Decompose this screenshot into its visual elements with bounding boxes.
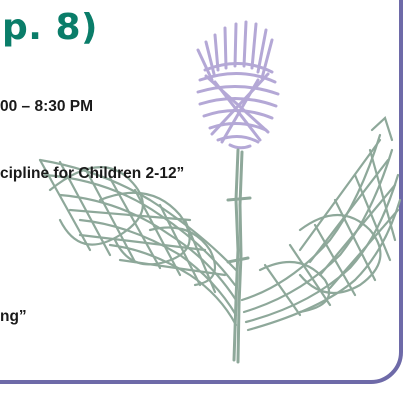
stem [228, 150, 250, 362]
flower-head [198, 22, 278, 148]
right-leaf [242, 118, 400, 330]
page-heading: p. 8) [2, 7, 98, 48]
left-leaf [40, 160, 236, 325]
event-title: cipline for Children 2-12” [0, 165, 185, 182]
event-time: 00 – 8:30 PM [0, 98, 94, 115]
event-title-tail: ng” [0, 308, 27, 325]
